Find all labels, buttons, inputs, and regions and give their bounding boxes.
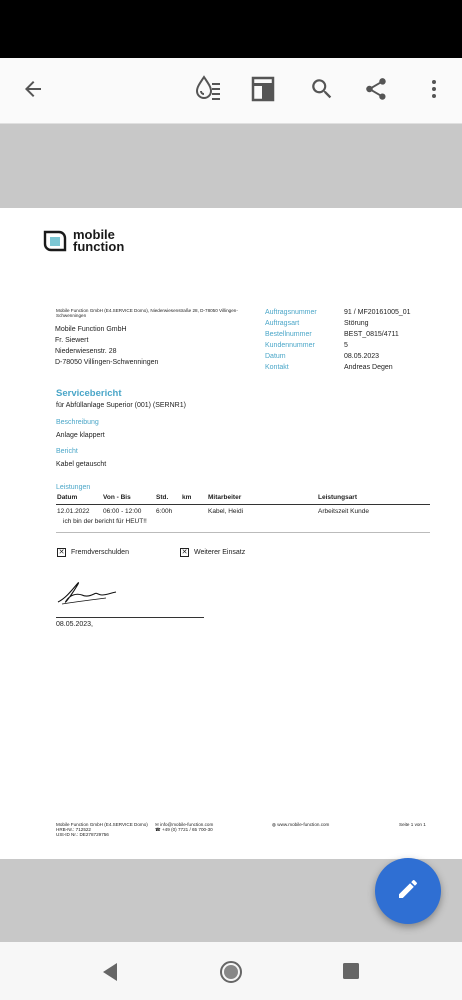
back-triangle-icon [98, 960, 122, 984]
search-button[interactable] [302, 71, 342, 111]
arrow-left-icon [21, 77, 45, 106]
services-table [56, 494, 430, 542]
logo-mark-icon [43, 229, 67, 253]
signature-date: 08.05.2023, [56, 621, 93, 628]
info-label: Datum [265, 353, 286, 360]
table-header: Datum [57, 494, 78, 501]
edit-pencil-icon [396, 877, 420, 906]
table-header: Std. [156, 494, 169, 501]
status-bar [0, 0, 462, 58]
recents-square-icon [341, 961, 361, 981]
table-cell: 6:00h [156, 508, 173, 515]
beschreibung-text: Anlage klappert [56, 432, 105, 439]
checkbox-checked-icon: ✕ [181, 549, 188, 556]
ink-saver-button[interactable] [188, 71, 228, 111]
footer-company: Mobile Function GmbH (E4.SERVICE Domo) HRB-Nr.: 712522 USt-ID Nr.: DE278729756 [56, 822, 148, 837]
checkbox-label: Weiterer Einsatz [194, 549, 246, 556]
leistungen-label: Leistungen [56, 484, 91, 491]
email-icon: ✉ [155, 822, 161, 827]
address-line: Fr. Siewert [55, 337, 89, 344]
order-info [265, 307, 411, 373]
address-line: Niederwiesenstr. 28 [55, 348, 117, 355]
signature-line [56, 617, 204, 618]
info-value: 08.05.2023 [344, 353, 380, 360]
more-vert-icon [430, 77, 438, 106]
beschreibung-label: Beschreibung [56, 419, 99, 426]
table-divider [56, 504, 430, 505]
bericht-label: Bericht [56, 448, 78, 455]
info-label: Kundennummer [265, 342, 315, 349]
checkbox-fremdverschulden[interactable] [57, 547, 129, 558]
signature-image [56, 580, 120, 608]
table-header: Von - Bis [103, 494, 131, 501]
more-options-button[interactable] [414, 71, 454, 111]
info-value: 5 [344, 342, 348, 349]
table-cell: Kabel, Heidi [208, 508, 244, 515]
info-value: Störung [344, 320, 369, 327]
info-label: Auftragsnummer [265, 309, 317, 316]
back-button[interactable] [13, 71, 53, 111]
sender-line: Mobile Function GmbH (E4.SERVICE Domo), Niederwiesenstraße 28, D-78050 Villingen-Schwenningen [56, 308, 238, 318]
report-title: Servicebericht [56, 388, 122, 399]
logo-text: mobile function [73, 227, 125, 254]
table-header: Leistungsart [318, 494, 358, 501]
recipient-address [55, 324, 158, 368]
table-header: km [182, 494, 192, 501]
layout-icon [250, 75, 276, 108]
address-line: Mobile Function GmbH [55, 326, 127, 333]
report-subtitle: für Abfüllanlage Superior (001) (SERNR1) [56, 402, 186, 409]
edit-fab-button[interactable] [375, 858, 441, 924]
checkbox-weiterer-einsatz[interactable] [180, 547, 245, 558]
footer-contact: ✉ info@mobile-function.com ☎ +49 (0) 7721 / 65 700-30 [155, 822, 214, 832]
phone-icon: ☎ [155, 827, 162, 832]
nav-home-button[interactable] [219, 960, 243, 984]
checkbox-label: Fremdverschulden [71, 549, 129, 556]
table-header: Mitarbeiter [208, 494, 242, 501]
info-label: Auftragsart [265, 320, 300, 327]
table-cell: 12.01.2022 [57, 508, 90, 515]
document-page [0, 208, 462, 859]
share-button[interactable] [356, 71, 396, 111]
table-cell: 06:00 - 12:00 [103, 508, 142, 515]
company-logo [43, 229, 124, 253]
info-label: Kontakt [265, 364, 289, 371]
ink-droplet-icon [192, 73, 224, 110]
footer-web: ◍ www.mobile-function.com [272, 822, 330, 827]
system-nav-bar [0, 942, 462, 1000]
info-value: 91 / MF20161005_01 [344, 309, 411, 316]
bericht-text: Kabel getauscht [56, 461, 107, 468]
address-line: D-78050 Villingen-Schwenningen [55, 359, 159, 366]
table-cell: Arbeitszeit Kunde [318, 508, 369, 515]
page-layout-button[interactable] [243, 71, 283, 111]
search-icon [309, 76, 335, 107]
share-icon [363, 76, 389, 107]
footer-page-number: Seite 1 von 1 [399, 822, 426, 827]
document-viewer[interactable] [0, 124, 462, 942]
checkbox-checked-icon: ✕ [58, 549, 65, 556]
table-divider [56, 532, 430, 533]
nav-back-button[interactable] [98, 960, 122, 984]
info-value: Andreas Degen [344, 364, 393, 371]
nav-recents-button[interactable] [341, 961, 363, 983]
table-note: ich bin der bericht für HEUT!! [63, 518, 147, 525]
toolbar [0, 58, 462, 124]
home-circle-icon [219, 960, 243, 984]
info-label: Bestellnummer [265, 331, 312, 338]
info-value: BEST_0815/4711 [344, 331, 399, 338]
globe-icon: ◍ [272, 822, 278, 827]
